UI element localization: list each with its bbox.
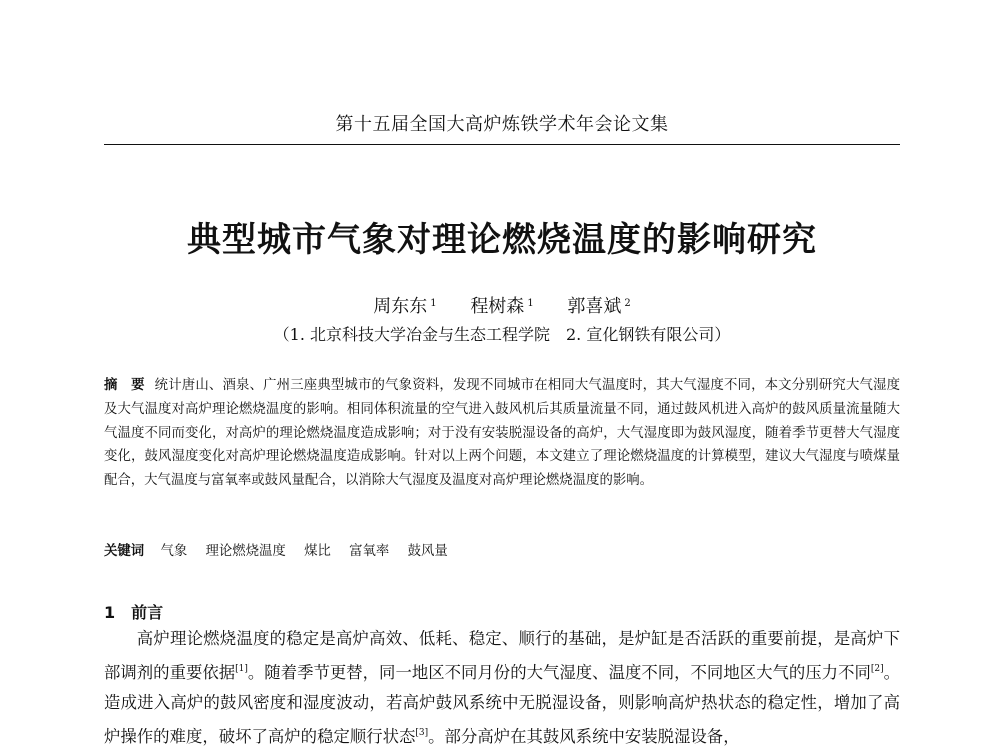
- section-title: 前言: [131, 603, 164, 622]
- affiliation: （1. 北京科技大学冶金与生态工程学院 2. 宣化钢铁有限公司）: [273, 325, 731, 344]
- author-name: 周东东: [373, 296, 428, 317]
- keyword: 气象: [160, 544, 188, 559]
- section-heading: [104, 600, 163, 623]
- keywords: [104, 540, 900, 559]
- body-text-segment: 。随着季节更替，同一地区不同月份的大气湿度、温度不同，不同地区大气的压力不同: [247, 663, 871, 682]
- keyword: 富氧率: [349, 544, 390, 559]
- body-paragraph: [104, 624, 900, 752]
- abstract-label: 摘 要: [104, 378, 145, 393]
- keyword: 鼓风量: [407, 544, 448, 559]
- body-text-segment: 。造成进入高炉的鼓风密度和湿度波动，若高炉鼓风系统中无脱湿设备，则影响高炉热状态的稳定性，增加了高炉操作的难度，破坏了高炉的稳定顺行状态: [104, 663, 901, 746]
- citation-ref: [3]: [415, 728, 429, 738]
- header-rule: [104, 144, 900, 145]
- author: [567, 296, 630, 317]
- citation-ref: [1]: [235, 664, 248, 674]
- body-text-segment: 高炉理论燃烧温度的稳定是高炉高效、低耗、稳定、顺行的基础，是炉缸是否活跃的重要前提，是高炉下部调剂的重要依据: [104, 629, 900, 682]
- paper-title: 典型城市气象对理论燃烧温度的影响研究: [187, 220, 817, 260]
- author-name: 郭喜斌: [567, 296, 622, 317]
- author-affiliation-mark: 1: [430, 298, 437, 309]
- running-header: 第十五届全国大高炉炼铁学术年会论文集: [335, 114, 669, 135]
- abstract-text: 统计唐山、酒泉、广州三座典型城市的气象资料，发现不同城市在相同大气温度时，其大气湿度不同，本文分别研究大气湿度及大气温度对高炉理论燃烧温度的影响。相同体积流量的空气进入鼓风机后其质量流量不同，通过鼓风机进入高炉的鼓风质量流量随大气温度不同而变化，对高炉的理论燃烧温度造成影响；对于没有安装脱湿设备的高炉，大气湿度即为鼓风湿度，随着季节更替大气湿度变化，鼓风湿度变化对高炉理论燃烧温度造成影响。针对以上两个问题，本文建立了理论燃烧温度的计算模型，建议大气湿度与喷煤量配合，大气温度与富氧率或鼓风量配合，以消除大气湿度及温度对高炉理论燃烧温度的影响。: [104, 378, 901, 489]
- keywords-label: 关键词: [104, 544, 145, 559]
- citation-ref: [2]: [870, 664, 884, 674]
- body-text-segment: 。部分高炉在其鼓风系统中安装脱湿设备，: [428, 727, 740, 746]
- author: [373, 296, 436, 317]
- keyword: 理论燃烧温度: [205, 544, 286, 559]
- author-affiliation-mark: 1: [527, 298, 534, 309]
- author-list: [104, 292, 900, 318]
- author: [470, 296, 533, 317]
- abstract: [104, 374, 900, 493]
- keyword: 煤比: [304, 544, 331, 559]
- author-affiliation-mark: 2: [624, 298, 631, 309]
- section-number: 1: [104, 603, 116, 622]
- author-name: 程树森: [470, 296, 525, 317]
